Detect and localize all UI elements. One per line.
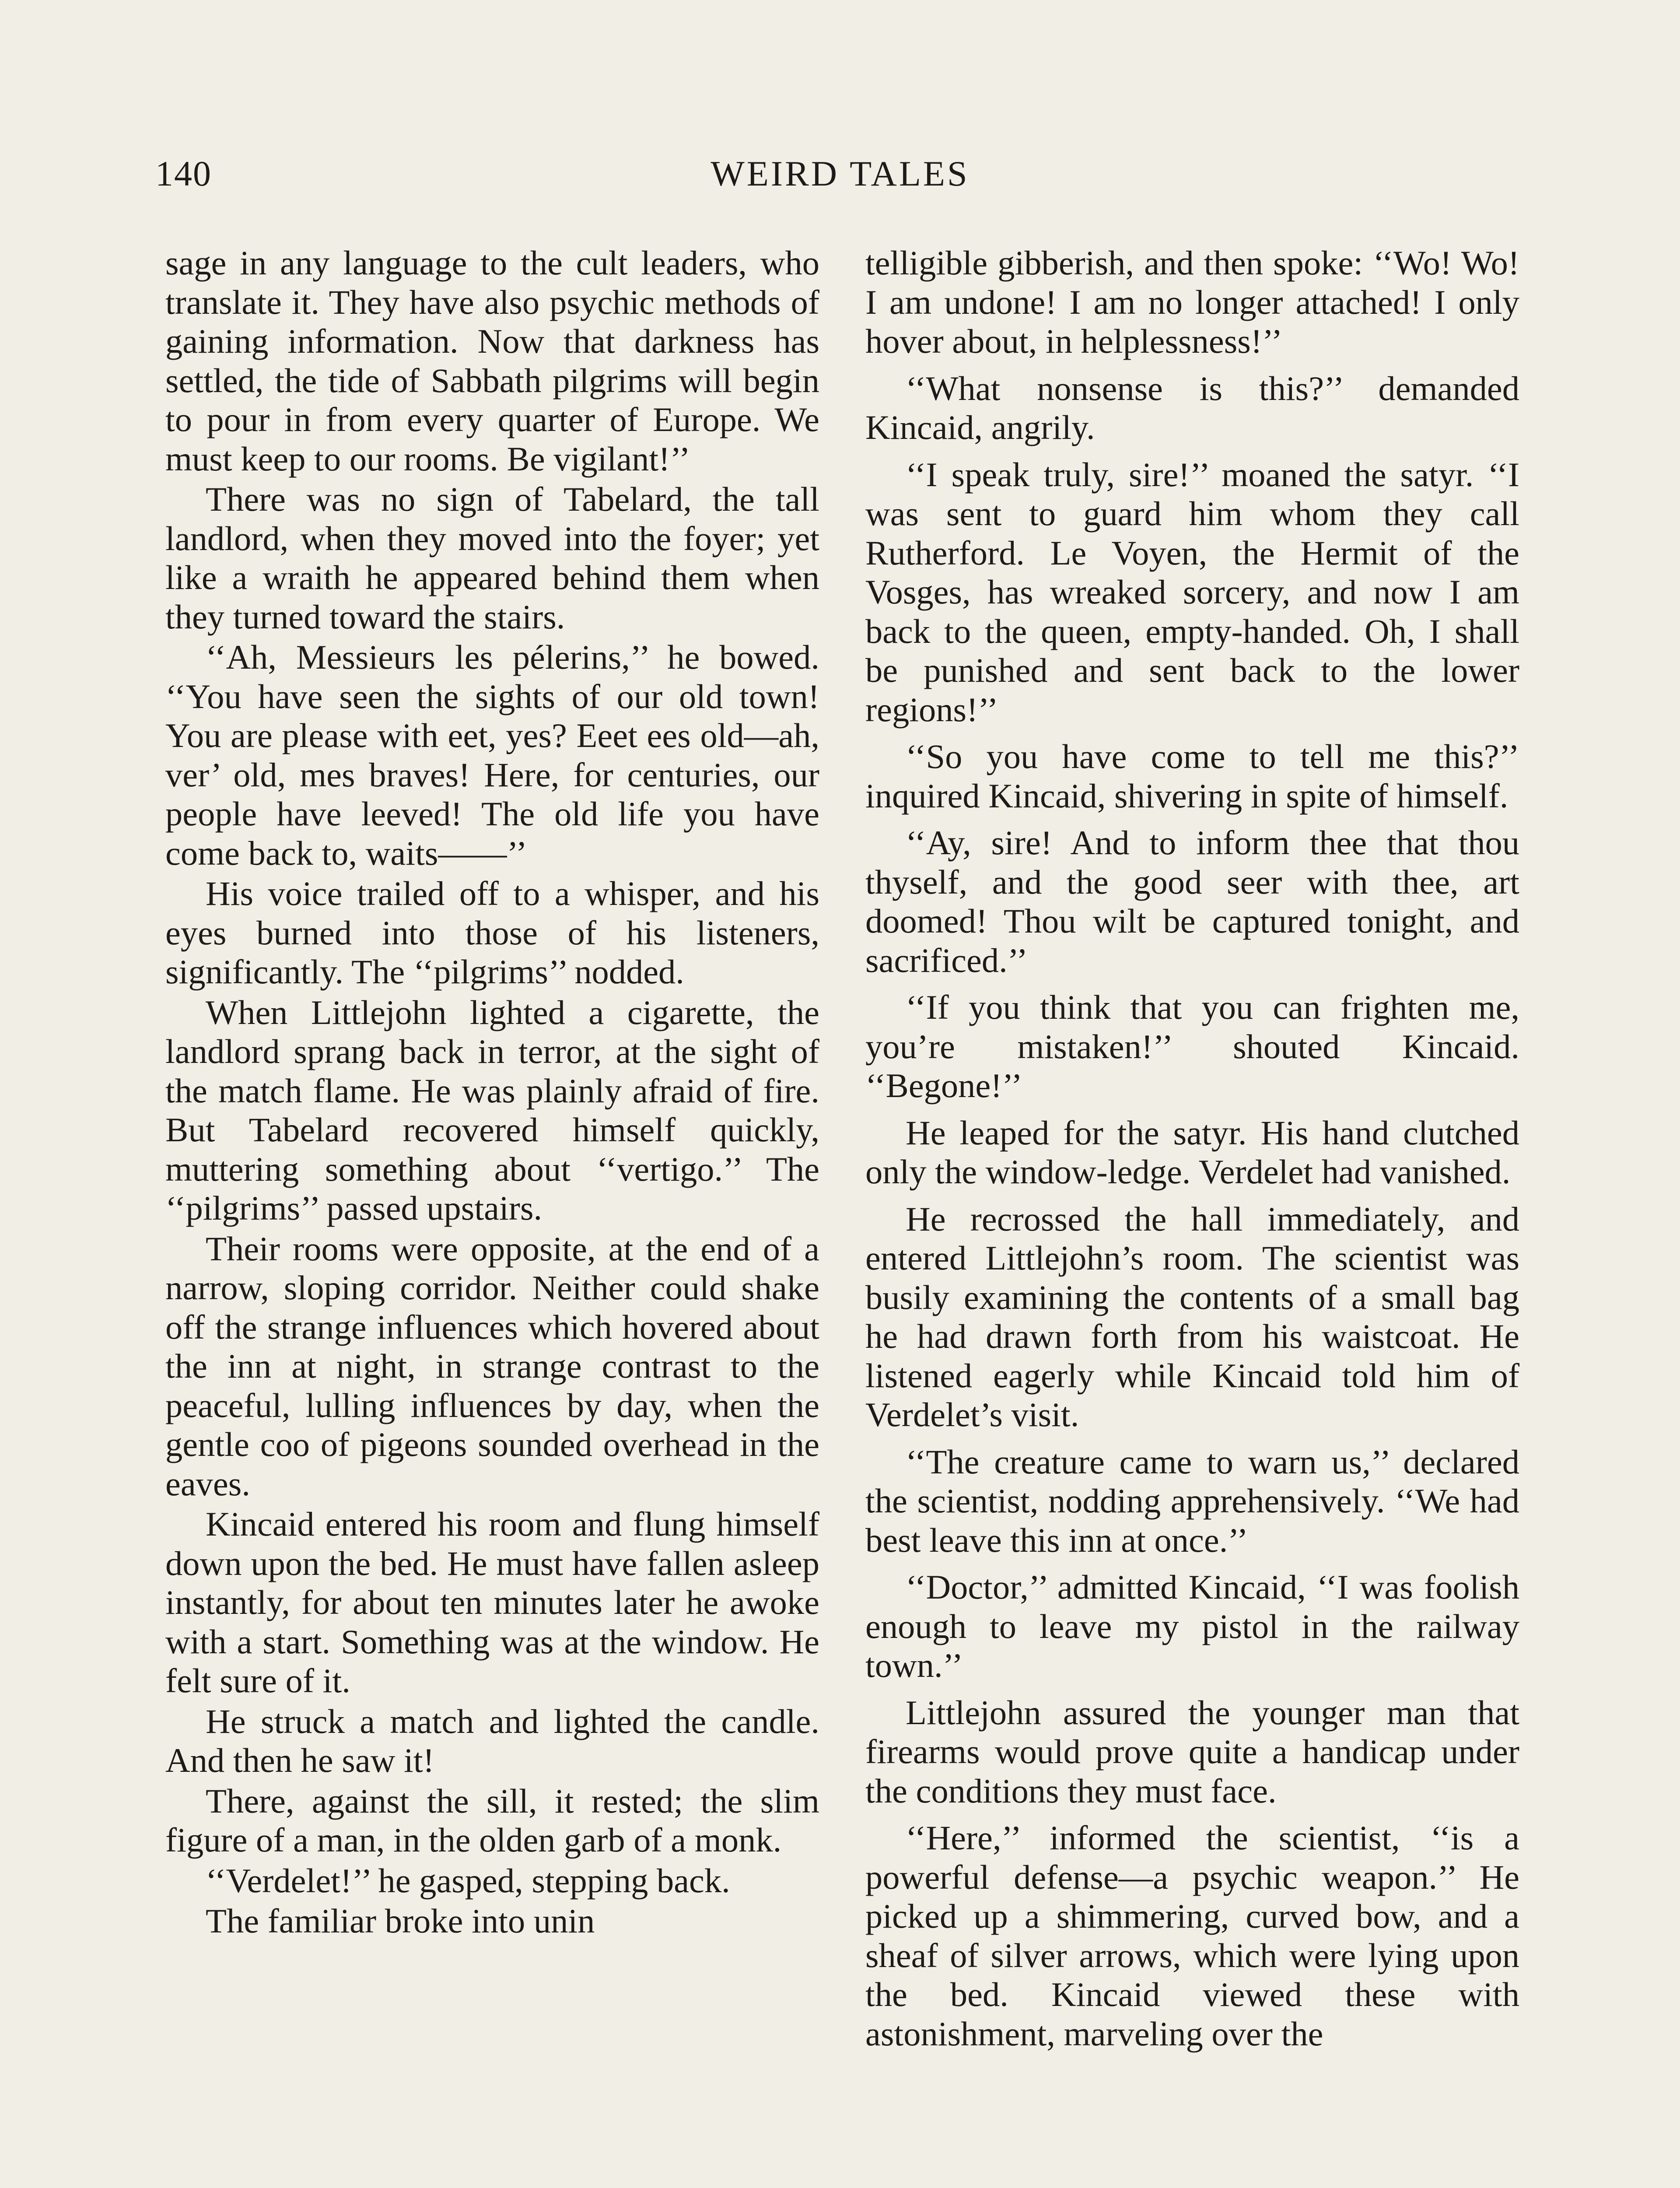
paragraph: Littlejohn assured the younger man that firearms would prove quite a handicap under the conditions they must face. — [865, 1693, 1519, 1810]
paragraph: sage in any language to the cult leaders, who translate it. They have also psychic methods of gaining information. Now that darkness has settled, the tide of Sabbath pilgrims will begin to pour in from every quarter of Europe. We must keep to our rooms. Be vigilant!’’ — [165, 244, 819, 478]
paragraph: He recrossed the hall immediately, and entered Littlejohn’s room. The scientist was busily examining the contents of a small bag he had drawn forth from his waistcoat. He listened eagerly while Kincaid told him of Verdelet’s visit. — [865, 1199, 1519, 1434]
paragraph: He struck a match and lighted the candle. And then he saw it! — [165, 1702, 819, 1779]
paragraph: There, against the sill, it rested; the slim figure of a man, in the olden garb of a monk. — [165, 1781, 819, 1859]
paragraph: Their rooms were opposite, at the end of a narrow, sloping corridor. Neither could shake off the strange influences which hovered about the inn at night, in strange contrast to the peaceful, lulling influences by day, when the gentle coo of pigeons sounded overhead in the eaves. — [165, 1229, 819, 1503]
paragraph: He leaped for the satyr. His hand clutched only the window-ledge. Verdelet had vanished. — [865, 1113, 1519, 1191]
paragraph: ‘‘Ah, Messieurs les pélerins,’’ he bowed. ‘‘You have seen the sights of our old town! You are please with eet, yes? Eeet ees old—ah, ver’ old, mes braves! Here, for centuries, our people have leeved! The old life you have come back to, waits——’’ — [165, 638, 819, 872]
paragraph: ‘‘I speak truly, sire!’’ moaned the satyr. ‘‘I was sent to guard him whom they call Rutherford. Le Voyen, the Hermit of the Vosges, has wreaked sorcery, and now I am back to the queen, empty-handed. Oh, I shall be punished and sent back to the lower regions!’’ — [865, 455, 1519, 729]
paragraph: ‘‘So you have come to tell me this?’’ inquired Kincaid, shivering in spite of himself. — [865, 737, 1519, 815]
paragraph: ‘‘Here,’’ informed the scientist, ‘‘is a powerful defense—a psychic weapon.’’ He picked up a shimmering, curved bow, and a sheaf of silver arrows, which were lying upon the bed. Kincaid viewed these with astonishment, marveling over the — [865, 1819, 1519, 2053]
paragraph: ‘‘If you think that you can frighten me, you’re mistaken!’’ shouted Kincaid. ‘‘Begone!’’ — [865, 988, 1519, 1105]
paragraph: ‘‘The creature came to warn us,’’ declared the scientist, nodding apprehensively. ‘‘We had best leave this inn at once.’’ — [865, 1442, 1519, 1559]
paragraph: ‘‘Doctor,’’ admitted Kincaid, ‘‘I was foolish enough to leave my pistol in the railway town.’’ — [865, 1568, 1519, 1684]
paragraph: Kincaid entered his room and flung himself down upon the bed. He must have fallen asleep instantly, for about ten minutes later he awoke with a start. Something was at the window. He felt sure of it. — [165, 1505, 819, 1700]
paragraph: His voice trailed off to a whisper, and his eyes burned into those of his listeners, significantly. The ‘‘pilgrims’’ nodded. — [165, 874, 819, 991]
running-title: WEIRD TALES — [710, 154, 970, 193]
left-column — [165, 243, 819, 1941]
paragraph: ‘‘Verdelet!’’ he gasped, stepping back. — [206, 1861, 730, 1900]
right-column — [865, 243, 1519, 2053]
paragraph: ‘‘Ay, sire! And to inform thee that thou thyself, and the good seer with thee, art doomed! Thou wilt be captured tonight, and sacrificed.’’ — [865, 824, 1519, 979]
paragraph: telligible gibberish, and then spoke: ‘‘Wo! Wo! I am undone! I am no longer attached! I only hover about, in helplessness!’’ — [865, 244, 1519, 360]
page-number: 140 — [155, 154, 212, 193]
page-header — [155, 153, 1525, 206]
paragraph: There was no sign of Tabelard, the tall landlord, when they moved into the foyer; yet like a wraith he appeared behind them when they turned toward the stairs. — [165, 480, 819, 636]
paragraph: The familiar broke into unin — [206, 1902, 595, 1940]
paragraph: When Littlejohn lighted a cigarette, the landlord sprang back in terror, at the sight of the match flame. He was plainly afraid of fire. But Tabelard recovered himself quickly, muttering something about ‘‘vertigo.’’ The ‘‘pilgrims’’ passed upstairs. — [165, 993, 819, 1227]
paragraph: ‘‘What nonsense is this?’’ demanded Kincaid, angrily. — [865, 369, 1519, 446]
